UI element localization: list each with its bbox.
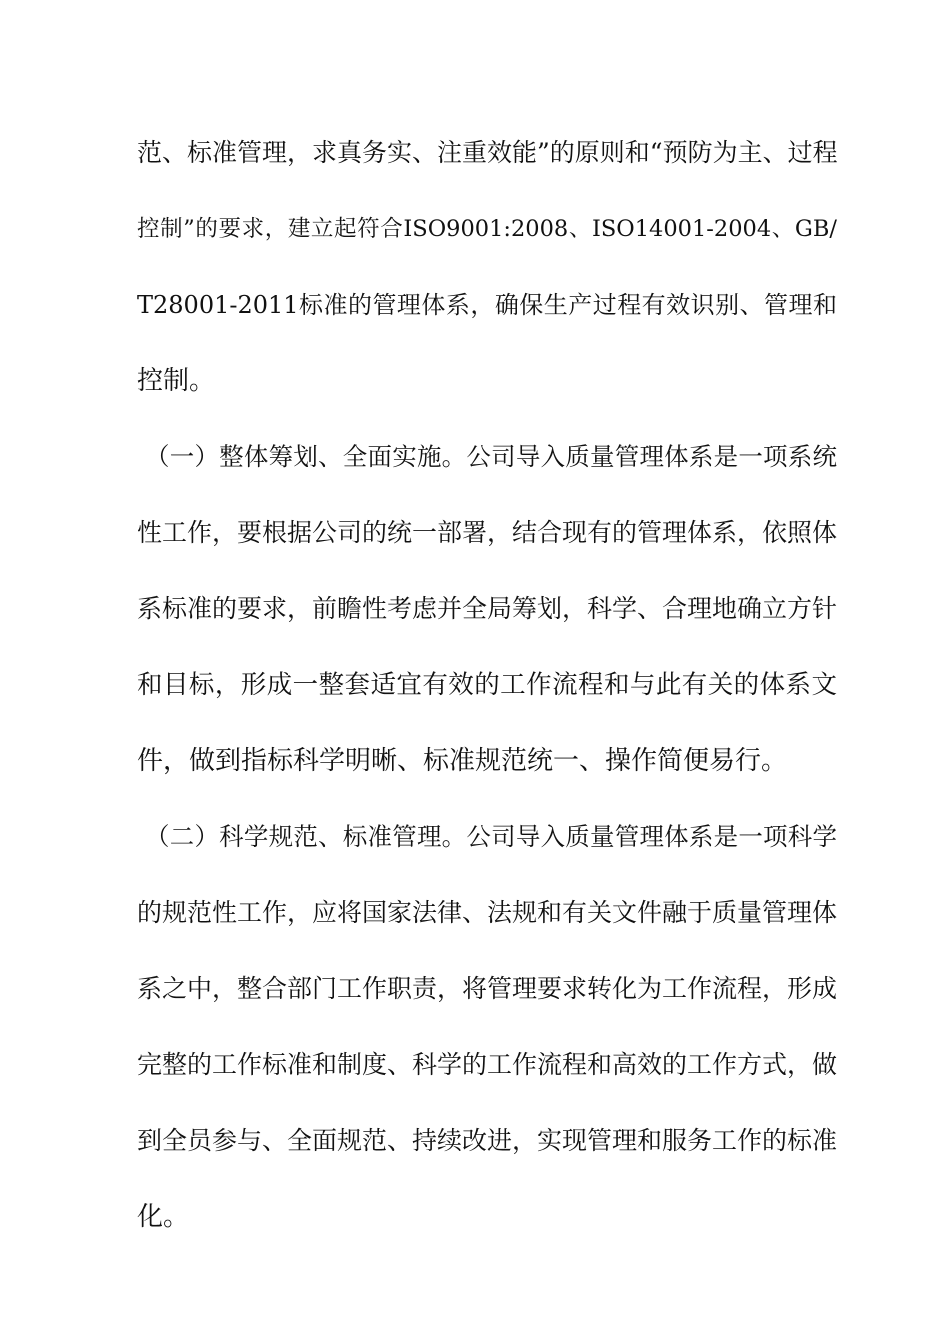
text-line: 系标准的要求，前瞻性考虑并全局筹划，科学、合理地确立方针	[137, 594, 838, 623]
text-line: 控制。	[137, 366, 216, 396]
text-line: 系之中，整合部门工作职责，将管理要求转化为工作流程，形成	[137, 974, 838, 1003]
text-line: 的规范性工作，应将国家法律、法规和有关文件融于质量管理体	[137, 898, 838, 927]
text-line: 完整的工作标准和制度、科学的工作流程和高效的工作方式，做	[137, 1050, 838, 1079]
text-line: T28001-2011标准的管理体系，确保生产过程有效识别、管理和	[137, 291, 837, 319]
text-line: （二）科学规范、标准管理。公司导入质量管理体系是一项科学	[145, 822, 837, 851]
paragraph-1	[137, 130, 837, 434]
paragraph-2	[137, 434, 837, 814]
text-line: 件，做到指标科学明晰、标准规范统一、操作简便易行。	[137, 746, 788, 776]
text-line: 和目标，形成一整套适宜有效的工作流程和与此有关的体系文	[137, 670, 837, 700]
text-line: 范、标准管理，求真务实、注重效能”的原则和“预防为主、过程	[137, 138, 838, 167]
paragraph-3	[137, 814, 837, 1270]
text-line: 到全员参与、全面规范、持续改进，实现管理和服务工作的标准	[137, 1126, 838, 1155]
text-line: （一）整体筹划、全面实施。公司导入质量管理体系是一项系统	[145, 442, 837, 471]
text-line: 控制”的要求，建立起符合ISO9001:2008、ISO14001-2004、GB/	[137, 216, 837, 242]
document-body	[137, 130, 837, 1270]
text-line: 化。	[137, 1202, 190, 1232]
text-line: 性工作，要根据公司的统一部署，结合现有的管理体系，依照体	[137, 518, 838, 547]
